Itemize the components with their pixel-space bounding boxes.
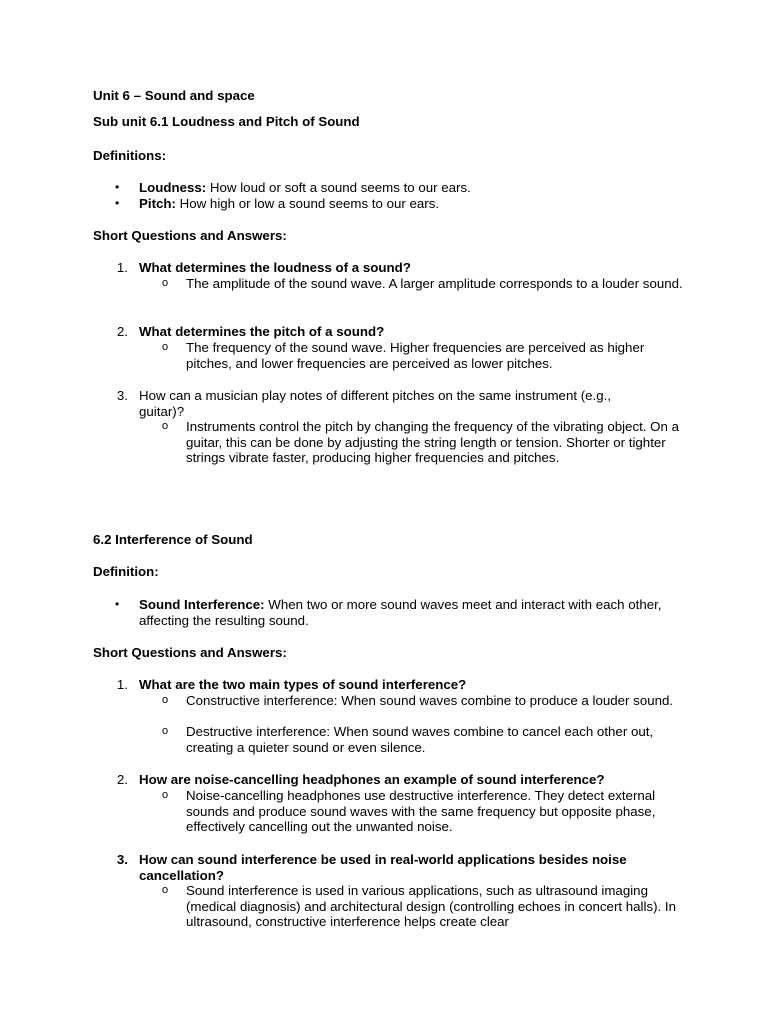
sub-bullet-marker: o bbox=[162, 420, 169, 432]
sub-bullet-marker: o bbox=[162, 884, 169, 896]
qa-heading: Short Questions and Answers: bbox=[93, 645, 287, 660]
answer-text: Constructive interference: When sound waves combine to produce a louder sound. bbox=[186, 693, 674, 708]
question-text: What determines the pitch of a sound? bbox=[139, 324, 385, 339]
definition-loudness bbox=[139, 180, 471, 196]
question-text: What are the two main types of sound interference? bbox=[139, 677, 467, 692]
section-title: 6.2 Interference of Sound bbox=[93, 532, 253, 547]
sub-bullet-marker: o bbox=[162, 725, 169, 737]
qa-heading: Short Questions and Answers: bbox=[93, 228, 287, 243]
question-text: What determines the loudness of a sound? bbox=[139, 260, 411, 275]
answer-text: Noise-cancelling headphones use destructive interference. They detect external sounds and produce sound waves with the same frequency but opposite phase, effectively cancelling out the unwanted noise. bbox=[186, 788, 656, 835]
question-number: 3. bbox=[116, 388, 128, 403]
definition-term: Pitch: bbox=[139, 196, 176, 211]
definition-sound-interference bbox=[139, 597, 684, 628]
question-number: 2. bbox=[116, 324, 128, 339]
answer-text: The frequency of the sound wave. Higher frequencies are perceived as higher pitches, and lower frequencies are perceived as lower pitches. bbox=[186, 340, 645, 371]
bullet-marker: • bbox=[115, 597, 120, 611]
definition-text: How loud or soft a sound seems to our ears. bbox=[206, 180, 471, 195]
answer-text: Destructive interference: When sound waves combine to cancel each other out, creating a quieter sound or even silence. bbox=[186, 724, 654, 755]
question-number: 1. bbox=[116, 260, 128, 275]
question-number: 2. bbox=[116, 772, 128, 787]
bullet-marker: • bbox=[115, 180, 120, 194]
question-number: 1. bbox=[116, 677, 128, 692]
bullet-marker: • bbox=[115, 196, 120, 210]
sub-bullet-marker: o bbox=[162, 789, 169, 801]
sub-bullet-marker: o bbox=[162, 694, 169, 706]
definition-term: Loudness: bbox=[139, 180, 207, 195]
question-text: How can a musician play notes of different pitches on the same instrument (e.g., guitar)? bbox=[139, 388, 612, 419]
answer-text: Instruments control the pitch by changing the frequency of the vibrating object. On a guitar, this can be done by adjusting the string length or tension. Shorter or tighter strings vibrate faster, producing higher frequencies and pitches. bbox=[186, 419, 680, 466]
definition-text: How high or low a sound seems to our ears. bbox=[175, 196, 440, 211]
answer-text: Sound interference is used in various applications, such as ultrasound imaging (medical diagnosis) and architectural design (controlling echoes in concert halls). In ultrasound, constructive interference helps create clear bbox=[186, 883, 677, 930]
definitions-heading: Definitions: bbox=[93, 148, 167, 163]
definition-pitch bbox=[139, 196, 439, 212]
question-text: How are noise-cancelling headphones an example of sound interference? bbox=[139, 772, 605, 787]
sub-bullet-marker: o bbox=[162, 341, 169, 353]
definition-heading: Definition: bbox=[93, 564, 159, 579]
definition-term: Sound Interference: bbox=[139, 597, 265, 612]
answer-text: The amplitude of the sound wave. A larger amplitude corresponds to a louder sound. bbox=[186, 276, 683, 291]
question-number: 3. bbox=[116, 852, 128, 867]
sub-unit-title: Sub unit 6.1 Loudness and Pitch of Sound bbox=[93, 114, 360, 129]
definition-text: When two or more sound waves meet and interact with each other, affecting the resulting sound. bbox=[139, 597, 662, 628]
unit-title: Unit 6 – Sound and space bbox=[93, 88, 255, 103]
question-text: How can sound interference be used in real-world applications besides noise cancellation? bbox=[139, 852, 627, 883]
sub-bullet-marker: o bbox=[162, 277, 169, 289]
